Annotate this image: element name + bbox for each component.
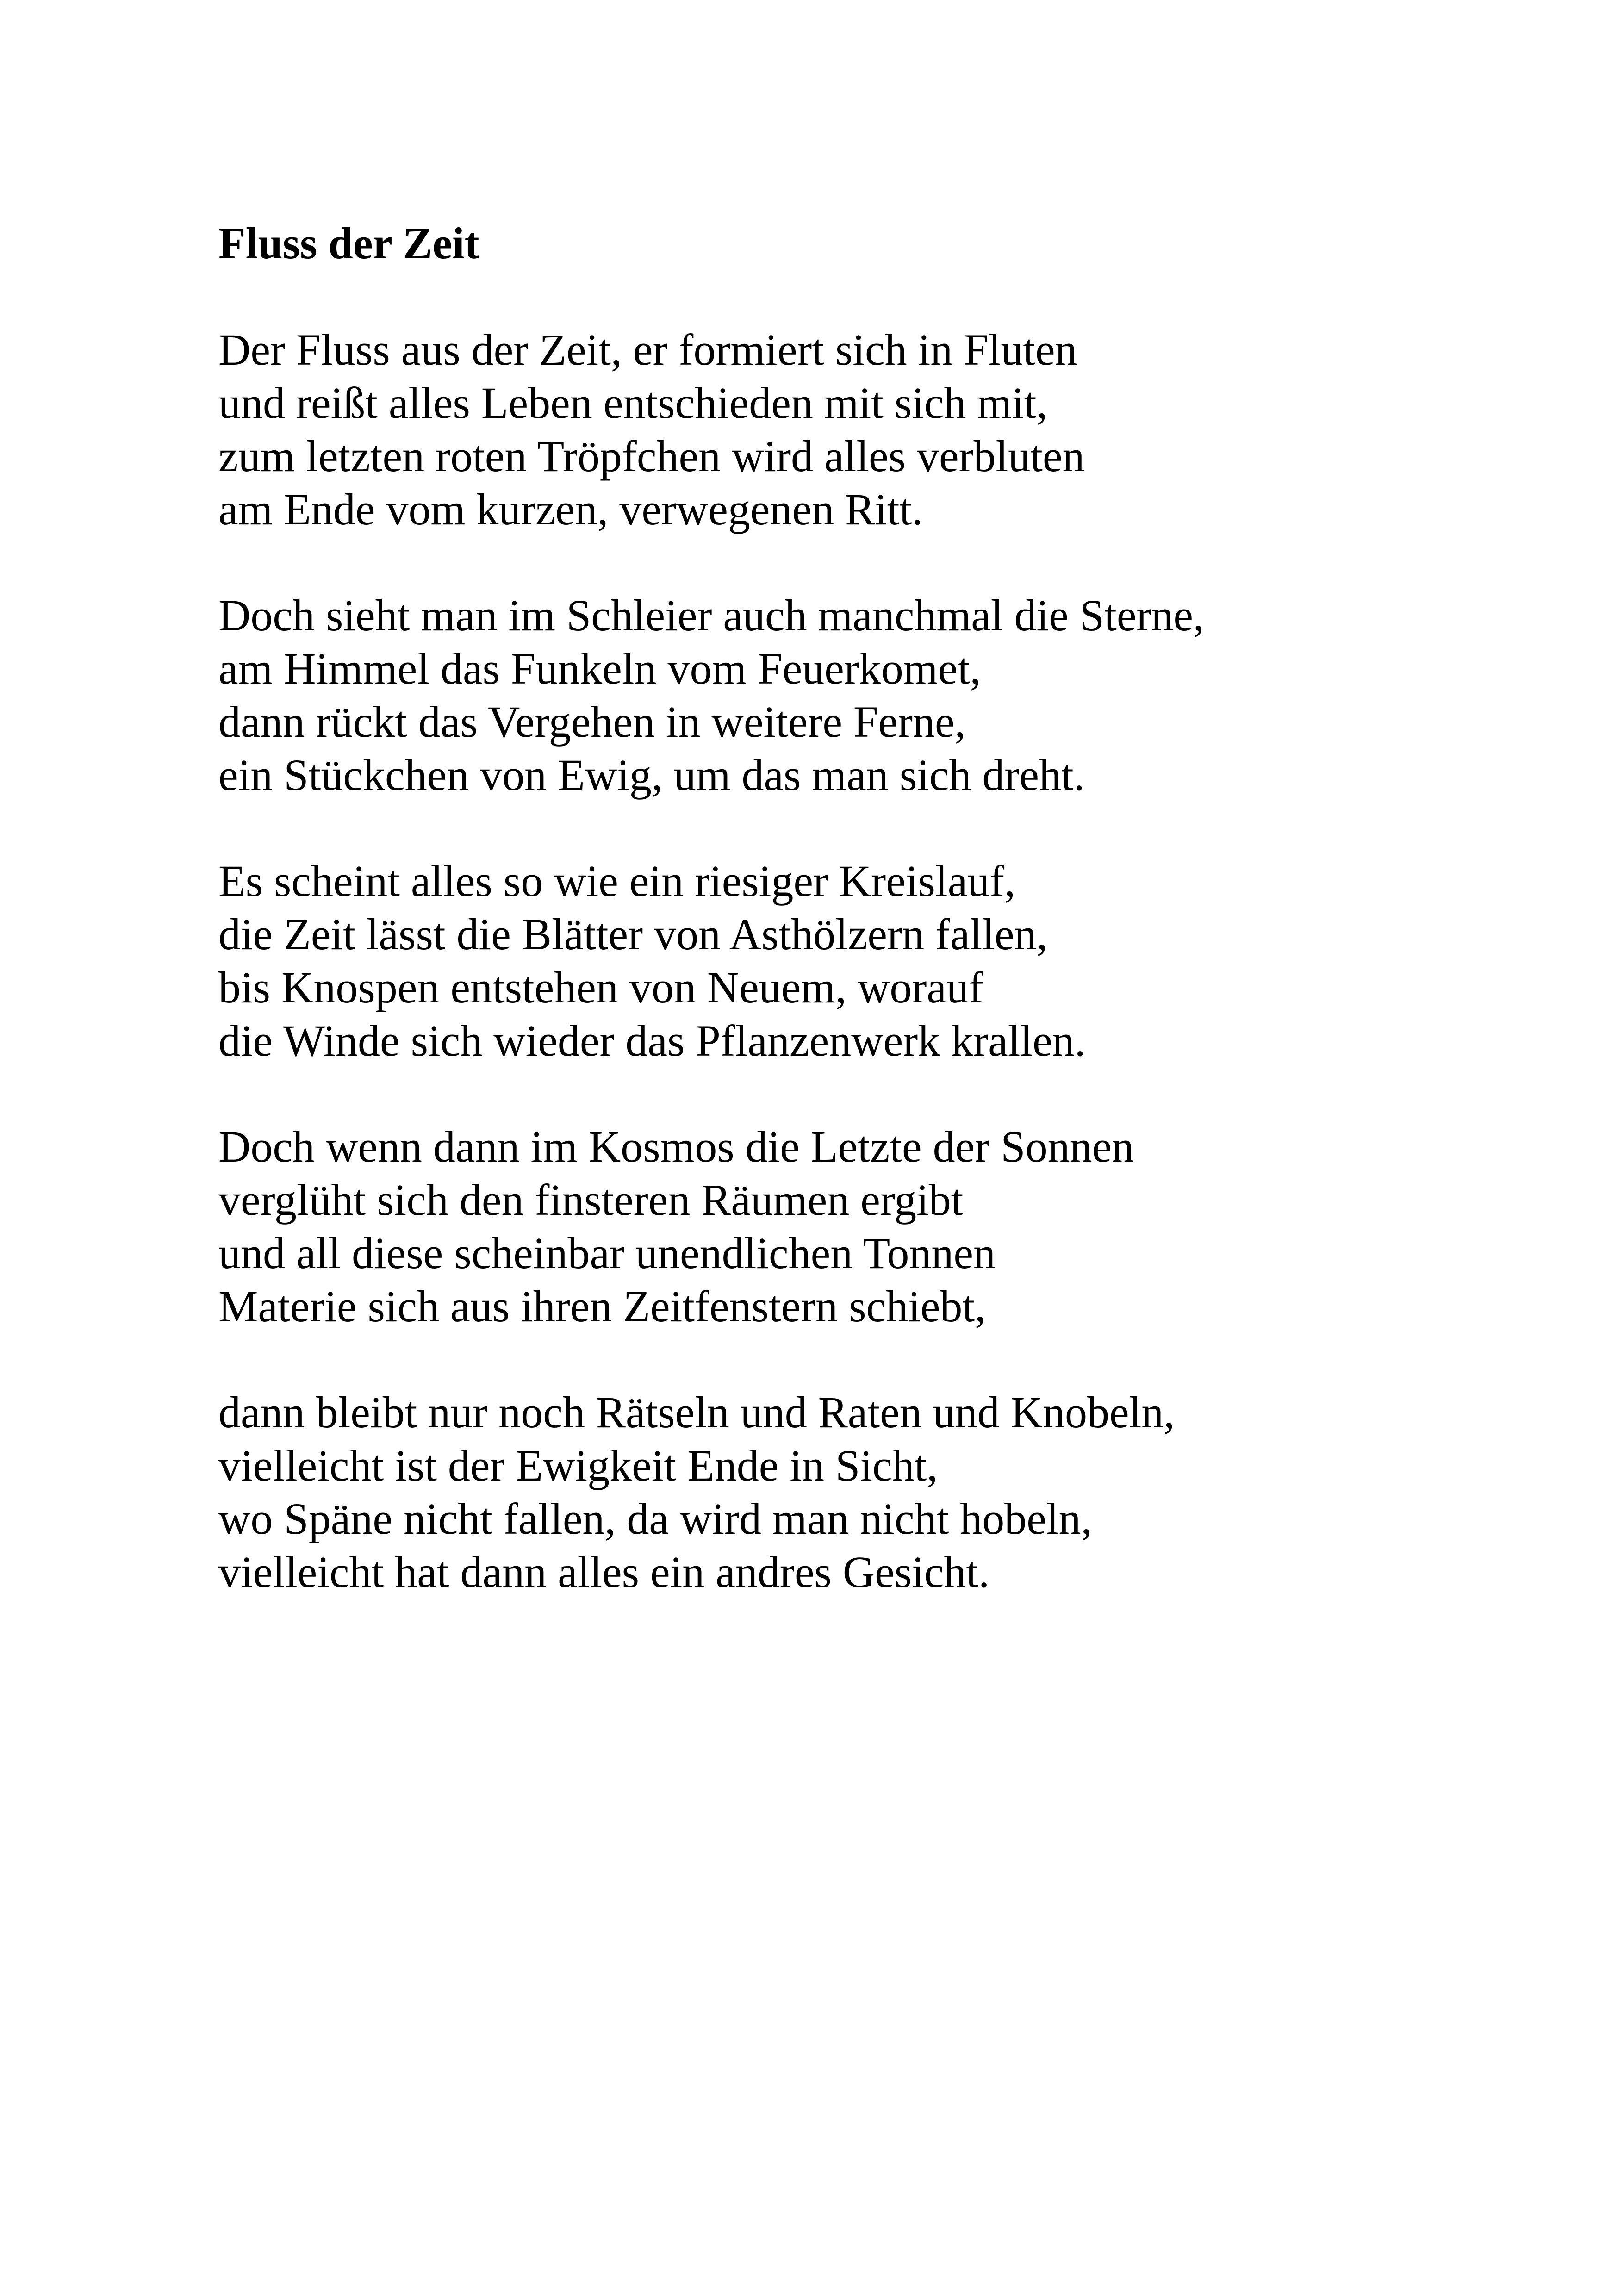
poem-line: und reißt alles Leben entschieden mit sich mit,: [218, 378, 1048, 428]
stanza-3: [218, 854, 1514, 1067]
poem-line: wo Späne nicht fallen, da wird man nicht hobeln,: [218, 1494, 1092, 1543]
poem-line: Materie sich aus ihren Zeitfenstern schiebt,: [218, 1282, 986, 1331]
stanza-5: [218, 1386, 1514, 1599]
stanza-4: [218, 1120, 1514, 1333]
stanza-1: [218, 323, 1514, 536]
poem-line: vielleicht ist der Ewigkeit Ende in Sicht,: [218, 1441, 938, 1490]
poem-line: bis Knospen entstehen von Neuem, worauf: [218, 963, 983, 1012]
poem-title: Fluss der Zeit: [218, 218, 479, 268]
poem-line: die Winde sich wieder das Pflanzenwerk krallen.: [218, 1016, 1086, 1065]
stanza-2: [218, 589, 1514, 802]
poem-line: dann bleibt nur noch Rätseln und Raten und Knobeln,: [218, 1388, 1175, 1437]
poem-line: Doch sieht man im Schleier auch manchmal die Sterne,: [218, 591, 1204, 640]
poem-line: Doch wenn dann im Kosmos die Letzte der Sonnen: [218, 1122, 1134, 1171]
poem-line: vielleicht hat dann alles ein andres Gesicht.: [218, 1547, 990, 1597]
poem-line: Der Fluss aus der Zeit, er formiert sich in Fluten: [218, 325, 1077, 374]
poem-line: am Ende vom kurzen, verwegenen Ritt.: [218, 485, 923, 534]
poem-line: die Zeit lässt die Blätter von Asthölzern fallen,: [218, 909, 1048, 959]
poem-line: dann rückt das Vergehen in weitere Ferne,: [218, 697, 966, 747]
poem-line: am Himmel das Funkeln vom Feuerkomet,: [218, 644, 981, 693]
poem-line: ein Stückchen von Ewig, um das man sich dreht.: [218, 750, 1085, 800]
poem-line: verglüht sich den finsteren Räumen ergibt: [218, 1175, 964, 1225]
poem: [218, 217, 1514, 1599]
poem-line: zum letzten roten Tröpfchen wird alles verbluten: [218, 431, 1085, 481]
poem-line: Es scheint alles so wie ein riesiger Kreislauf,: [218, 856, 1016, 906]
poem-line: und all diese scheinbar unendlichen Tonnen: [218, 1228, 996, 1278]
